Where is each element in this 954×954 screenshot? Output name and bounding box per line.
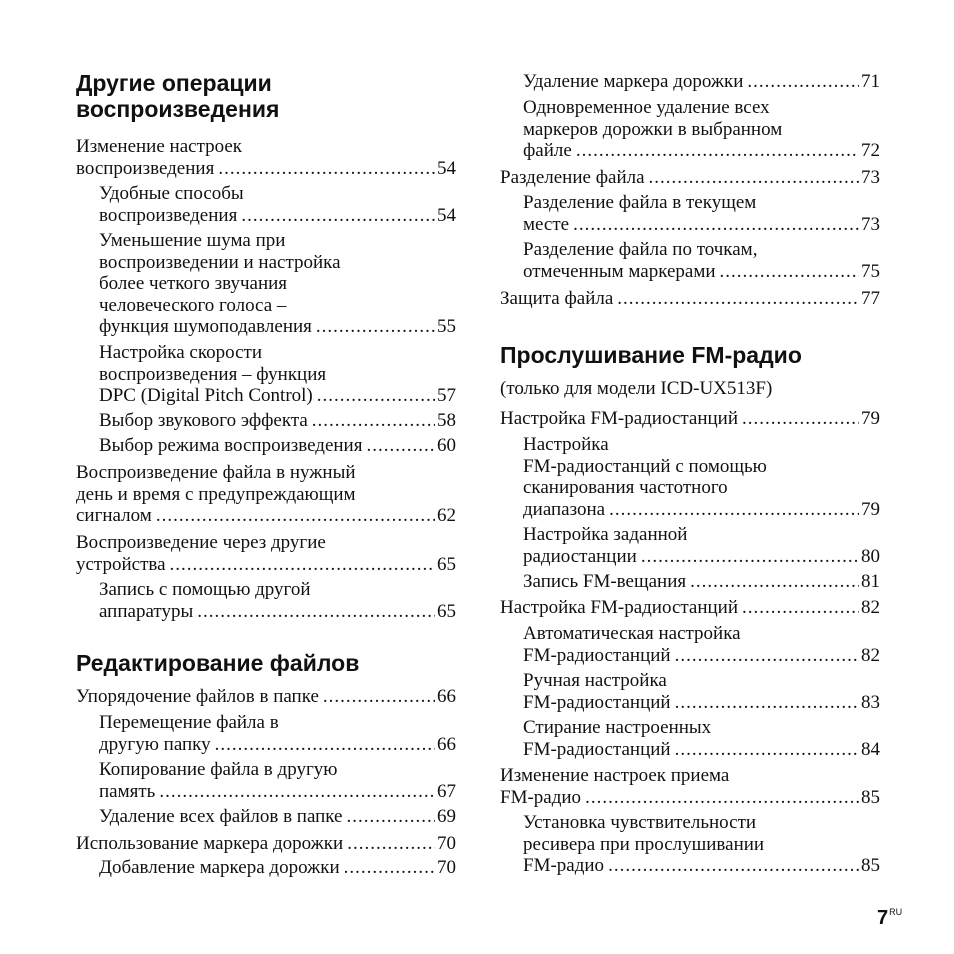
toc-entry-arrange-files[interactable]: Упорядочение файлов в папке ..... 66 (76, 686, 456, 708)
toc-entry-add-track-mark[interactable]: Добавление маркера дорожки ..... 70 (99, 857, 456, 879)
page-ref: 66 (437, 733, 456, 755)
dot-leader (170, 554, 435, 576)
toc-entry-record-other-equipment[interactable]: Запись с помощью другой аппаратуры ..... 65 (99, 579, 456, 622)
page-ref: 83 (861, 691, 880, 713)
dot-leader (197, 601, 435, 623)
page-ref: 79 (861, 408, 880, 429)
page-ref: 67 (437, 780, 456, 802)
page-ref: 54 (437, 157, 456, 179)
page-ref: 82 (861, 644, 880, 666)
page-ref: 70 (437, 833, 456, 854)
dot-leader (690, 571, 859, 593)
page-ref: 58 (437, 410, 456, 431)
page-ref: 80 (861, 545, 880, 567)
toc-entry-tune-preset-station[interactable]: Настройка заданной радиостанции ..... 80 (523, 524, 880, 567)
page-ref: 60 (437, 435, 456, 456)
page-ref: 55 (437, 316, 456, 337)
page-ref: 65 (437, 600, 456, 622)
toc-entry-change-playback-settings[interactable]: Изменение настроек воспроизведения ..... 54 (76, 136, 456, 179)
dot-leader (675, 739, 859, 761)
dot-leader (641, 546, 859, 568)
toc-entry-delete-track-mark[interactable]: Удаление маркера дорожки ..... 71 (523, 71, 880, 93)
dot-leader (747, 71, 859, 93)
page-ref: 82 (861, 597, 880, 618)
section-title-other-playback: Другие операции воспроизведения (76, 70, 280, 122)
toc-entry-delete-all-track-marks[interactable]: Одновременное удаление всех маркеров дорожки в выбранном файле ..... 72 (523, 97, 880, 162)
page-ref: 79 (861, 498, 880, 520)
page-ref: 73 (861, 167, 880, 188)
dot-leader (366, 435, 435, 457)
toc-entry-fm-auto-preset[interactable]: Автоматическая настройка FM-радиостанций ..... 82 (523, 623, 880, 666)
dot-leader (675, 692, 859, 714)
page-ref: 65 (437, 553, 456, 575)
page-ref: 84 (861, 738, 880, 760)
section-title-fm-radio: Прослушивание FM-радио (500, 342, 802, 368)
section-title-editing-files: Редактирование файлов (76, 650, 360, 676)
page-ref: 54 (437, 204, 456, 226)
toc-entry-divide-at-marks[interactable]: Разделение файла по точкам, отмеченным маркерами ..... 75 (523, 239, 880, 282)
toc-entry-play-via-other-devices[interactable]: Воспроизведение через другие устройства ..... 65 (76, 532, 456, 575)
dot-leader (316, 316, 435, 338)
dot-leader (218, 158, 435, 180)
dot-leader (344, 857, 435, 879)
toc-entry-protect-file[interactable]: Защита файла ..... 77 (500, 288, 880, 310)
page-ref: 57 (437, 385, 456, 406)
toc-entry-fm-sensitivity[interactable]: Установка чувствительности ресивера при прослушивании FM-радио ..... 85 (523, 812, 880, 877)
dot-leader (585, 787, 859, 809)
language-code: RU (889, 907, 903, 917)
toc-entry-delete-all-files[interactable]: Удаление всех файлов в папке ..... 69 (99, 806, 456, 828)
dot-leader (649, 167, 859, 189)
dot-leader (347, 806, 436, 828)
toc-entry-noise-cut[interactable]: Уменьшение шума при воспроизведении и настройка более четкого звучания человеческого голоса – функция шумоподавления ..... 55 (99, 230, 456, 338)
dot-leader (573, 214, 859, 236)
page-ref: 77 (861, 288, 880, 309)
dot-leader (312, 410, 435, 432)
dot-leader (617, 288, 859, 310)
toc-entry-copy-file[interactable]: Копирование файла в другую память ..... 67 (99, 759, 456, 802)
toc-entry-convenient-playback[interactable]: Удобные способы воспроизведения ..... 54 (99, 183, 456, 226)
page-ref: 85 (861, 786, 880, 808)
toc-entry-dpc[interactable]: Настройка скорости воспроизведения – функция DPC (Digital Pitch Control) ..... 57 (99, 342, 456, 407)
toc-entry-record-fm[interactable]: Запись FM-вещания ..... 81 (523, 571, 880, 593)
page-ref: 69 (437, 806, 456, 827)
page-ref: 81 (861, 571, 880, 592)
dot-leader (576, 140, 859, 162)
dot-leader (156, 505, 435, 527)
toc-entry-alarm-playback[interactable]: Воспроизведение файла в нужный день и время с предупреждающим сигналом ..... 62 (76, 462, 456, 527)
toc-entry-fm-presets-2[interactable]: Настройка FM-радиостанций ..... 82 (500, 597, 880, 619)
dot-leader (608, 855, 859, 877)
dot-leader (609, 499, 859, 521)
toc-entry-move-file[interactable]: Перемещение файла в другую папку ..... 66 (99, 712, 456, 755)
page-number: $7^{RU}$ (877, 907, 903, 929)
toc-entry-sound-effect[interactable]: Выбор звукового эффекта ..... 58 (99, 410, 456, 432)
dot-leader (241, 205, 435, 227)
toc-entry-fm-scan[interactable]: Настройка FM-радиостанций с помощью сканирования частотного диапазона ..... 79 (523, 434, 880, 520)
dot-leader (317, 385, 435, 407)
toc-entry-fm-reception-settings[interactable]: Изменение настроек приема FM-радио ..... 85 (500, 765, 880, 808)
dot-leader (742, 408, 859, 430)
page-ref: 70 (437, 857, 456, 878)
model-note: (только для модели ICD-UX513F) (500, 378, 773, 399)
page-ref: 75 (861, 260, 880, 282)
dot-leader (347, 833, 435, 855)
toc-entry-divide-current-position[interactable]: Разделение файла в текущем месте ..... 73 (523, 192, 880, 235)
toc-entry-fm-erase-presets[interactable]: Стирание настроенных FM-радиостанций ..... 84 (523, 717, 880, 760)
dot-leader (742, 597, 859, 619)
page-ref: 71 (861, 71, 880, 92)
dot-leader (323, 686, 435, 708)
page-ref: 72 (861, 140, 880, 161)
toc-entry-fm-presets[interactable]: Настройка FM-радиостанций ..... 79 (500, 408, 880, 430)
toc-entry-fm-manual-preset[interactable]: Ручная настройка FM-радиостанций ..... 83 (523, 670, 880, 713)
toc-entry-using-track-marks[interactable]: Использование маркера дорожки ..... 70 (76, 833, 456, 855)
toc-entry-play-mode[interactable]: Выбор режима воспроизведения ..... 60 (99, 435, 456, 457)
dot-leader (159, 781, 435, 803)
dot-leader (215, 734, 435, 756)
dot-leader (675, 645, 859, 667)
page-ref: 62 (437, 505, 456, 526)
page-ref: 73 (861, 213, 880, 235)
page-ref: 66 (437, 686, 456, 707)
dot-leader (720, 261, 859, 283)
page-ref: 85 (861, 855, 880, 876)
toc-entry-divide-file[interactable]: Разделение файла ..... 73 (500, 167, 880, 189)
